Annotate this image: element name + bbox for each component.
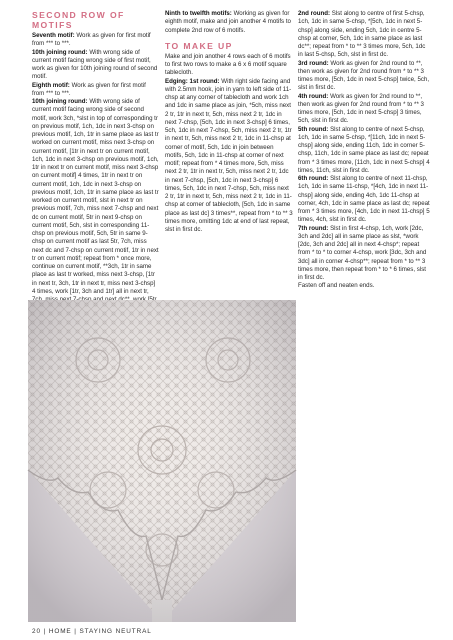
text: Slst along to centre of next 5-chsp, 1ch, 1dc in same 5-chsp, *[11ch, 1dc in next 5-chsp] along side, ending 11ch, 1dc in corner 5-chsp, 11ch, 1dc in same place as last dc; repeat from * 3 times more, [11ch, 1dc in next 5-chsp] 4 times, 11ch, slst in first dc. [298,125,430,174]
round-2 [298,10,430,60]
round-4 [298,93,430,126]
label: 5th round: [298,125,329,133]
label: 3rd round: [298,59,329,67]
round-3 [298,60,430,93]
paragraph-ninth-to-twelfth [165,10,293,35]
paragraph-10th-joining-round-a [32,49,159,82]
text: Working as given for eighth motif, make and join another 4 motifs to complete 2nd row of 6 motifs. [165,10,291,34]
label: Eighth motif: [32,81,70,89]
paragraph-seventh-motif [32,32,159,49]
paragraph-10th-joining-round-b-part1 [32,98,159,295]
round-7 [298,225,430,283]
text: Work as given for first motif from *** to ***. [32,81,146,97]
text: With right side facing and with 2.5mm hook, join in yarn to left side of 11-chsp at any corner of tablecloth and work 1ch and 1dc in same place as join, *5ch, miss next 2 tr, 1tr in next tr, 5ch, miss next 2 tr, 1dc in next 7-chsp, [5ch, 1dc in next 3-chsp] 6 times, 5ch, 1dc in next 7-chsp, 5ch, miss next 2 tr, 1tr in next tr, 5ch, miss next 2 tr, 1dc in 11-chsp at corner of motif, 5ch, 1dc in join between motifs, 5ch, 1dc in 11-chsp at corner of next motif; repeat from * 4 times more, 5ch, miss next 2 tr, 1tr in next tr, 5ch, miss next 2 tr, 1dc in next 7-chsp, [5ch, 1dc in next 3-chsp] 6 times, 5ch, 1dc in next 7-chsp, 5ch, miss next 2 tr, 1tr in next tr, 5ch, miss next 2 tr, 1dc in 11-chsp at corner of tablecloth, [5ch, 1dc in same place as last dc] 3 times**, repeat from * to ** 3 times more, omitting 1dc at end of last repeat, slst in first dc. [165,77,293,233]
text: With wrong side of current motif facing wrong side of first motif, work as given for 10th joining round of second motif. [32,48,158,81]
section-heading-make-up: TO MAKE UP [165,40,233,51]
label: 10th joining round: [32,98,88,105]
lace-tablecloth-photo [28,300,296,622]
page-footer: 20 | HOME | STAYING NEUTRAL [32,628,152,635]
label: Ninth to twelfth motifs: [165,10,232,17]
text: Work as given for first motif from *** to ***. [32,32,151,48]
label: Seventh motif: [32,32,75,39]
text: Slst along to centre of first 5-chsp, 1ch, 1dc in same 5-chsp, *[5ch, 1dc in next 5-chsp] along side, ending 5ch, 1dc in centre 5-chsp at corner, 5ch, 1dc in same place as last dc**; repeat from * to ** 3 times more, 5ch, 1dc in last 5-chsp, 5ch, slst in first dc. [298,10,426,59]
edging-first-round [165,78,293,235]
lace-illustration [28,300,296,622]
section-heading-second-row: SECOND ROW OF MOTIFS [32,10,125,30]
make-up-intro: Make and join another 4 rows each of 6 motifs to first two rows to make a 6 x 6 motif square tablecloth. [165,52,291,77]
label: Edging: 1st round: [165,77,220,85]
label: 10th joining round: [32,48,88,56]
column-1 [32,10,159,295]
label: 7th round: [298,224,329,232]
text: Slst in first 4-chsp, 1ch, work [2dc, 3ch and 2dc] all in same place as slst, *work [2dc, 3ch and 2dc] all in next 4-chsp*; repeat from * to * to corner 4-chsp, work [3dc, 3ch and 3dc] all in corner 4-chsp**; repeat from * to ** 3 times more, then repeat from * to * 6 times, slst in first dc. [298,224,427,281]
label: 6th round: [298,175,329,182]
label: 2nd round: [298,10,331,17]
fasten-off: Fasten off and neaten ends. [298,282,375,290]
text: With wrong side of current motif facing wrong side of second motif, work 3ch, *slst in top of corresponding tr on previous motif, 1ch, 1dc in next 3-chsp on previous motif, 1ch, 1tr in same place as last tr worked on current motif, miss next 3-chsp on current motif, [1tr in next tr on current motif, 1ch, 1dc in next 3-chsp on previous motif, 1ch, 1tr in next tr on current motif, miss next 3-chsp on current motif] 4 times, 1tr in next tr on current motif, 1ch, 1dc in next 3-chsp on previous motif, 1ch, 1tr in same place as last tr worked on current motif, slst in next tr on previous motif, 7ch, miss next 7-chsp and next dc on current motif, 5tr in next 9-chsp on current motif, 5ch, slst in corresponding 11-chsp on previous motif, 5ch, 5tr in same 9-chsp on current motif as last 5tr, 7ch, miss next dc and 7-chsp on current motif, 1tr in next tr on current motif; repeat from * once more, continue on current motif, **3ch, 1tr in same place as last tr worked, miss next 3-chsp, [1tr in next tr, 3ch, 1tr in next tr, miss next 3-chsp] 4 times, work [1tr, 3ch and 1tr] all in next tr, [32,98,159,295]
column-3 [298,10,430,291]
round-6 [298,175,430,225]
column-2 [165,10,293,234]
label: 4th round: [298,92,329,100]
text: Slst along to centre of next 11-chsp, 1ch, 1dc in same 11-chsp, *[4ch, 1dc in next 11-chsp] along side, ending 4ch, 1dc 11-chsp at corner, 4ch, 1dc in same place as last dc; repeat from * 3 times more, [4ch, 1dc in next 11-chsp] 5 times, 4ch, slst in first dc. [298,175,430,224]
paragraph-eighth-motif [32,82,159,99]
text: Work as given for 2nd round to **, then work as given for 2nd round from * to ** 3 times more, [5ch, 1dc in next 5-chsp] 3 times, 5ch, slst in first dc. [298,92,424,125]
round-5 [298,126,430,176]
text: Work as given for 2nd round to **, then work as given for 2nd round from * to ** 3 times more, [5ch, 1dc in next 5-chsp] twice, 5ch, slst in first dc. [298,59,430,92]
